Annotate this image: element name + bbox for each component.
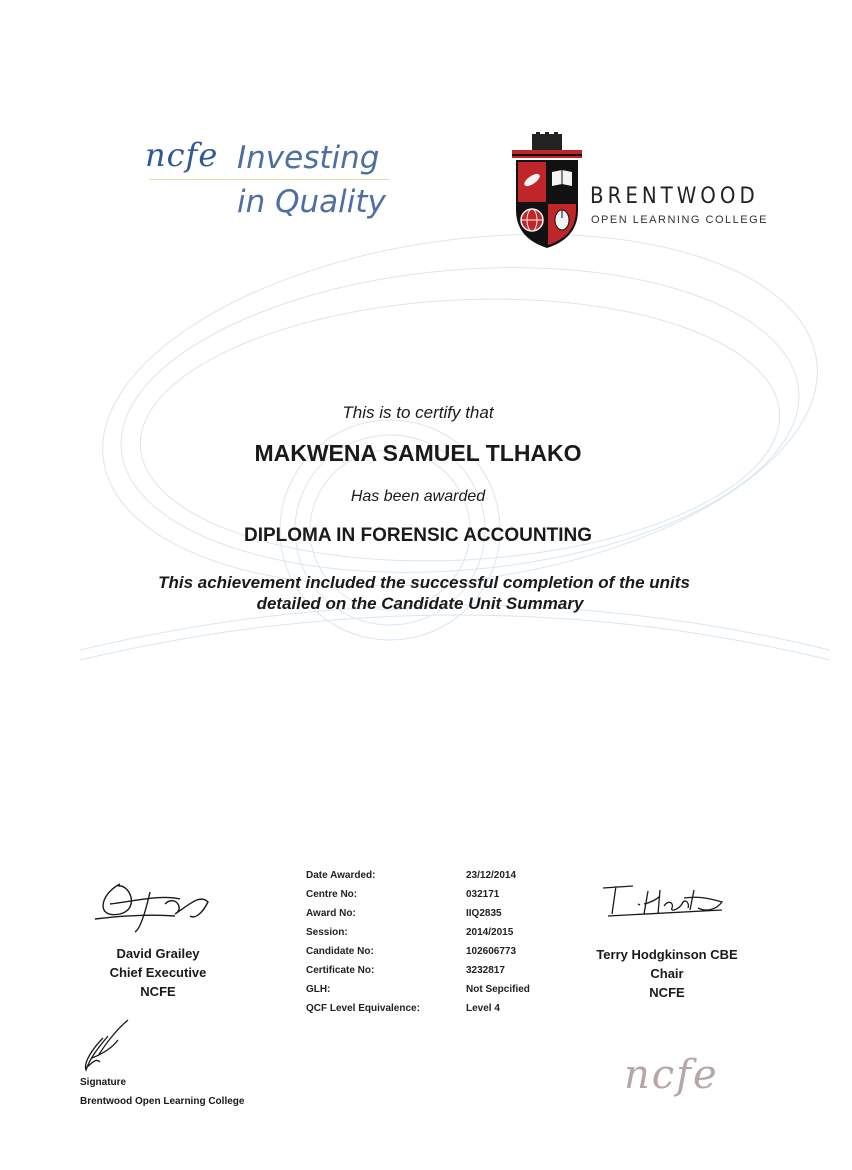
detail-value: 3232817 <box>466 965 505 976</box>
ncfe-tagline-line2: in Quality <box>237 184 386 220</box>
signatory-left <box>88 944 228 1001</box>
certify-line: This is to certify that <box>342 403 494 422</box>
signatory-left-title: Chief Executive <box>109 965 207 980</box>
detail-label: Candidate No: <box>306 946 374 957</box>
detail-value: 2014/2015 <box>466 927 514 938</box>
detail-row <box>306 870 566 889</box>
detail-value: Level 4 <box>466 1003 500 1014</box>
signatory-left-name: David Grailey <box>116 946 200 961</box>
detail-value: Not Sepcified <box>466 984 530 995</box>
hodgkinson-signature <box>598 876 728 936</box>
detail-label: GLH: <box>306 984 331 995</box>
detail-label: Award No: <box>306 908 356 919</box>
signatory-right <box>582 945 752 1002</box>
signatory-right-name: Terry Hodgkinson CBE <box>596 947 738 962</box>
signatory-right-org: NCFE <box>649 985 685 1000</box>
brentwood-name: BRENTWOOD <box>590 184 759 209</box>
detail-value: 102606773 <box>466 946 517 957</box>
award-details <box>306 870 566 1022</box>
detail-value: 032171 <box>466 889 500 900</box>
detail-label: Session: <box>306 927 348 938</box>
signatory-right-title: Chair <box>650 966 684 981</box>
detail-row <box>306 927 566 946</box>
detail-row <box>306 908 566 927</box>
ncfe-seal-mark: ncfe <box>624 1052 719 1098</box>
ncfe-logo-mark: ncfe <box>145 136 219 174</box>
detail-row <box>306 965 566 984</box>
brentwood-logo <box>510 132 768 252</box>
signature-caption: Signature <box>80 1077 127 1088</box>
ncfe-logo <box>145 136 395 226</box>
detail-row <box>306 946 566 965</box>
college-caption: Brentwood Open Learning College <box>80 1096 245 1107</box>
detail-label: Centre No: <box>306 889 358 900</box>
achievement-line-1: This achievement included the successful completion of the units <box>158 573 690 592</box>
brentwood-crest-icon <box>510 132 584 250</box>
signatory-left-org: NCFE <box>140 984 176 999</box>
awarded-line: Has been awarded <box>350 488 486 505</box>
detail-value: IIQ2835 <box>466 908 502 919</box>
detail-label: Date Awarded: <box>306 870 376 881</box>
detail-label: QCF Level Equivalence: <box>306 1003 420 1014</box>
detail-value: 23/12/2014 <box>466 870 517 881</box>
brentwood-signature <box>78 1018 138 1076</box>
detail-row <box>306 889 566 908</box>
recipient-name: MAKWENA SAMUEL TLHAKO <box>254 440 582 466</box>
qualification-title: DIPLOMA IN FORENSIC ACCOUNTING <box>244 525 592 546</box>
achievement-line-2: detailed on the Candidate Unit Summary <box>256 594 584 613</box>
brentwood-subtitle: OPEN LEARNING COLLEGE <box>591 214 768 226</box>
detail-label: Certificate No: <box>306 965 375 976</box>
detail-row <box>306 1003 566 1022</box>
grailey-signature <box>90 874 220 934</box>
ncfe-logo-rule <box>149 179 389 180</box>
ncfe-tagline-line1: Investing <box>237 140 380 176</box>
detail-row <box>306 984 566 1003</box>
